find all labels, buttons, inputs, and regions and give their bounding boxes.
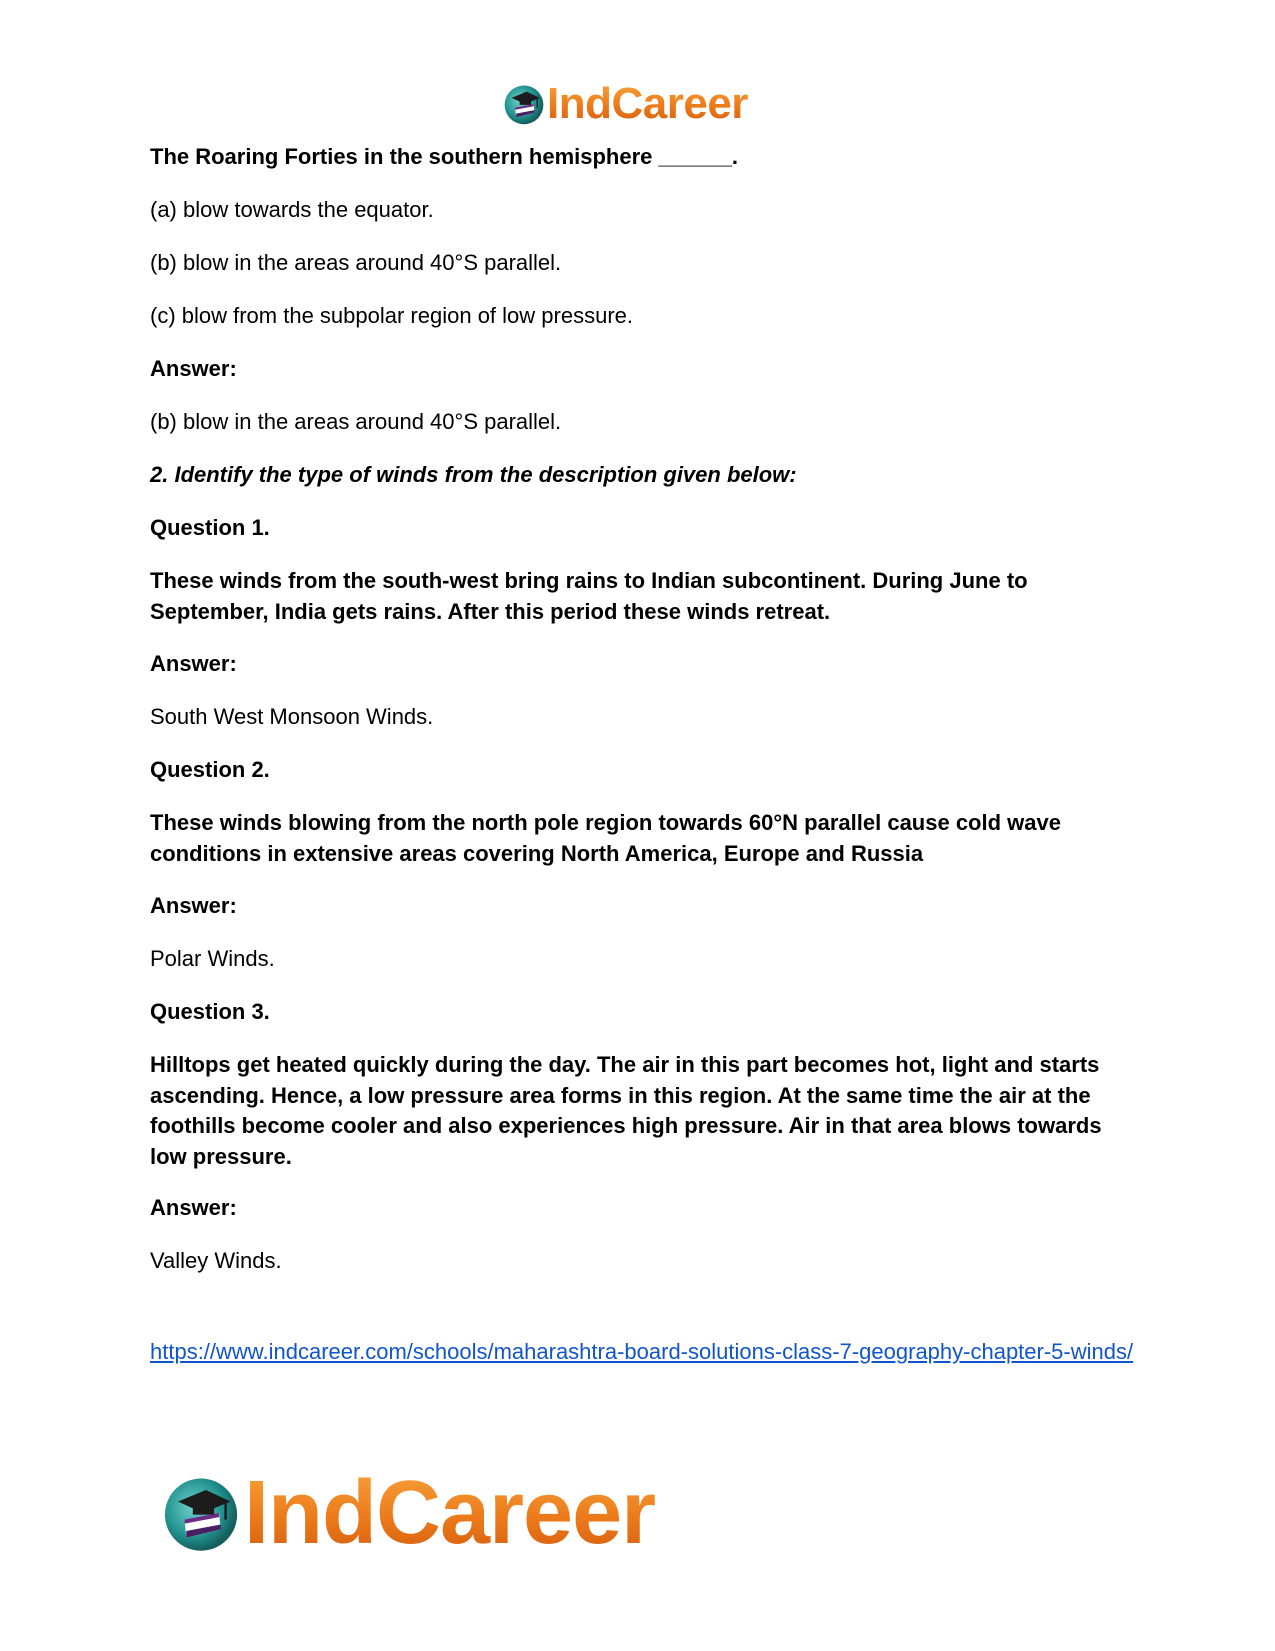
graduation-cap-book-globe-icon (502, 82, 546, 126)
question-label: Question 2. (150, 757, 270, 782)
footer-logo (160, 1463, 656, 1563)
option-b: (b) blow in the areas around 40°S parallel. (150, 250, 562, 275)
answer-text: South West Monsoon Winds. (150, 704, 434, 729)
answer-label: Answer: (150, 356, 237, 381)
logo-text: IndCareer (547, 79, 748, 128)
option-a: (a) blow towards the equator. (150, 197, 434, 222)
answer-text: (b) blow in the areas around 40°S parallel. (150, 409, 562, 434)
header-logo (502, 80, 748, 128)
graduation-cap-book-globe-icon (160, 1472, 242, 1554)
answer-label: Answer: (150, 651, 237, 676)
answer-label: Answer: (150, 893, 237, 918)
section-heading: 2. Identify the type of winds from the description given below: (150, 462, 797, 487)
answer-label: Answer: (150, 1195, 237, 1220)
question-label: Question 3. (150, 999, 270, 1024)
option-c: (c) blow from the subpolar region of low pressure. (150, 303, 633, 328)
logo-text: IndCareer (244, 1463, 656, 1563)
question-text: These winds blowing from the north pole region towards 60°N parallel cause cold wave conditions in extensive areas covering North America, Europe and Russia (150, 810, 1061, 866)
question-text: These winds from the south-west bring rains to Indian subcontinent. During June to September, India gets rains. After this period these winds retreat. (150, 568, 1028, 624)
question-label: Question 1. (150, 515, 270, 540)
answer-text: Valley Winds. (150, 1248, 282, 1273)
source-link[interactable]: https://www.indcareer.com/schools/maharashtra-board-solutions-class-7-geography-chapter-5-winds/ (150, 1339, 1134, 1364)
answer-text: Polar Winds. (150, 946, 275, 971)
question-roaring-forties: The Roaring Forties in the southern hemisphere ______. (150, 144, 739, 169)
question-text: Hilltops get heated quickly during the day. The air in this part becomes hot, light and starts ascending. Hence, a low pressure area forms in this region. At the same time the air at the foothills become cooler and also experiences high pressure. Air in that area blows towards low pressure. (150, 1052, 1102, 1169)
